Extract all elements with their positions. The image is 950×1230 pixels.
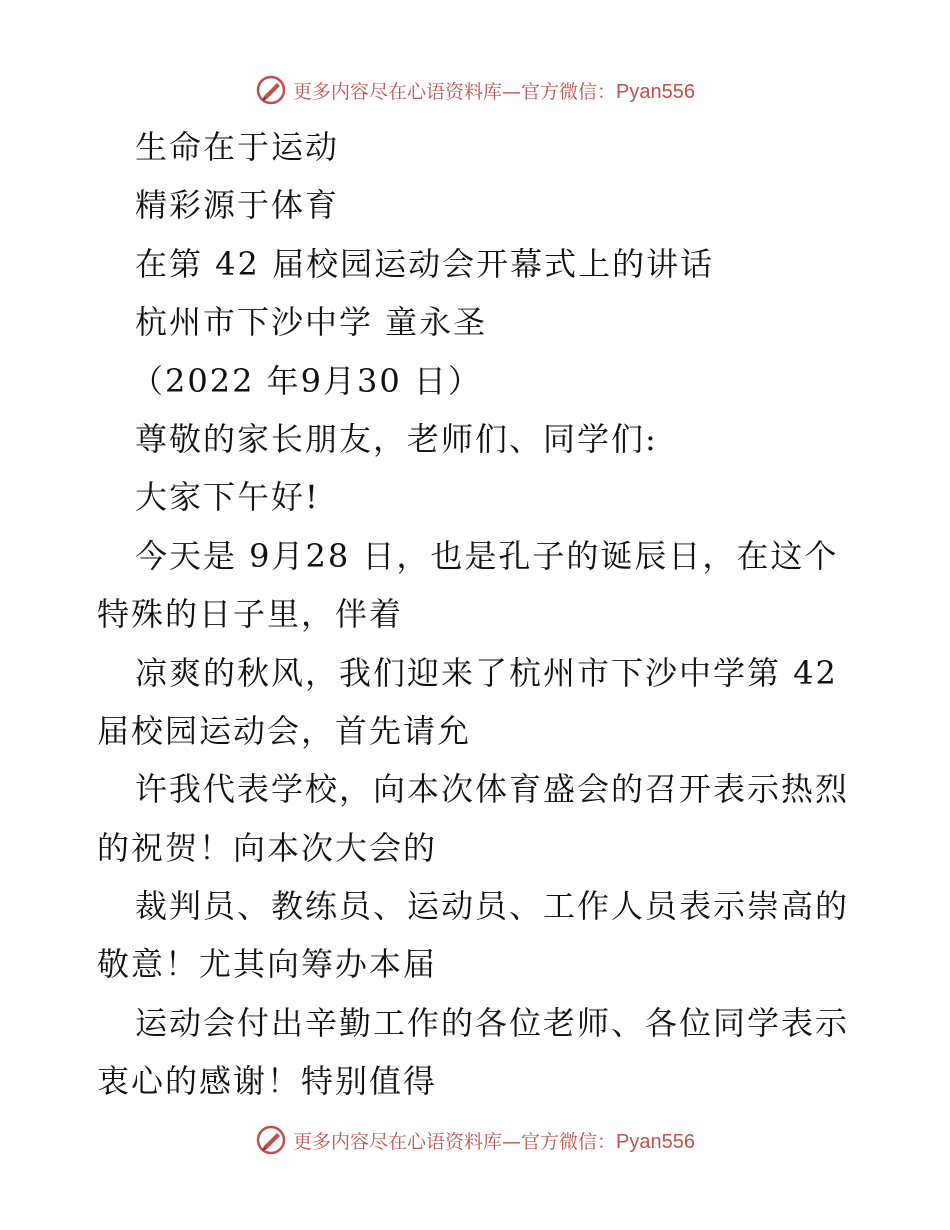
doc-line: 在第 42 届校园运动会开幕式上的讲话 bbox=[135, 244, 715, 283]
watermark-text: 更多内容尽在心语资料库—官方微信： bbox=[293, 80, 617, 103]
doc-line: （2022 年9月30 日） bbox=[131, 361, 482, 400]
doc-line: 精彩源于体育 bbox=[135, 186, 340, 225]
header-watermark bbox=[0, 70, 950, 110]
watermark-wechat-id: Pyan556 bbox=[616, 80, 695, 103]
doc-line: 今天是 9月28 日，也是孔子的诞辰日，在这个 bbox=[135, 536, 839, 575]
doc-line: 届校园运动会，首先请允 bbox=[97, 711, 472, 750]
watermark-wechat-id: Pyan556 bbox=[616, 1130, 695, 1153]
document-body bbox=[97, 118, 857, 1111]
doc-line: 杭州市下沙中学 童永圣 bbox=[135, 303, 488, 342]
watermark-text: 更多内容尽在心语资料库—官方微信： bbox=[293, 1130, 617, 1153]
doc-line: 许我代表学校，向本次体育盛会的召开表示热烈 bbox=[135, 770, 850, 809]
doc-line: 大家下午好! bbox=[135, 478, 320, 517]
doc-line: 特殊的日子里，伴着 bbox=[97, 595, 404, 634]
footer-watermark bbox=[0, 1120, 950, 1160]
doc-line: 敬意！尤其向筹办本届 bbox=[97, 945, 438, 984]
doc-line: 尊敬的家长朋友，老师们、同学们: bbox=[135, 419, 658, 458]
doc-line: 裁判员、教练员、运动员、工作人员表示崇高的 bbox=[135, 887, 850, 926]
doc-line: 衷心的感谢！特别值得 bbox=[97, 1062, 438, 1101]
pen-seal-icon bbox=[255, 74, 287, 106]
doc-line: 生命在于运动 bbox=[135, 128, 340, 166]
doc-line: 的祝贺！向本次大会的 bbox=[97, 828, 438, 867]
doc-line: 运动会付出辛勤工作的各位老师、各位同学表示 bbox=[135, 1003, 850, 1042]
doc-line: 凉爽的秋风，我们迎来了杭州市下沙中学第 42 bbox=[135, 653, 838, 692]
pen-seal-icon bbox=[255, 1124, 287, 1156]
